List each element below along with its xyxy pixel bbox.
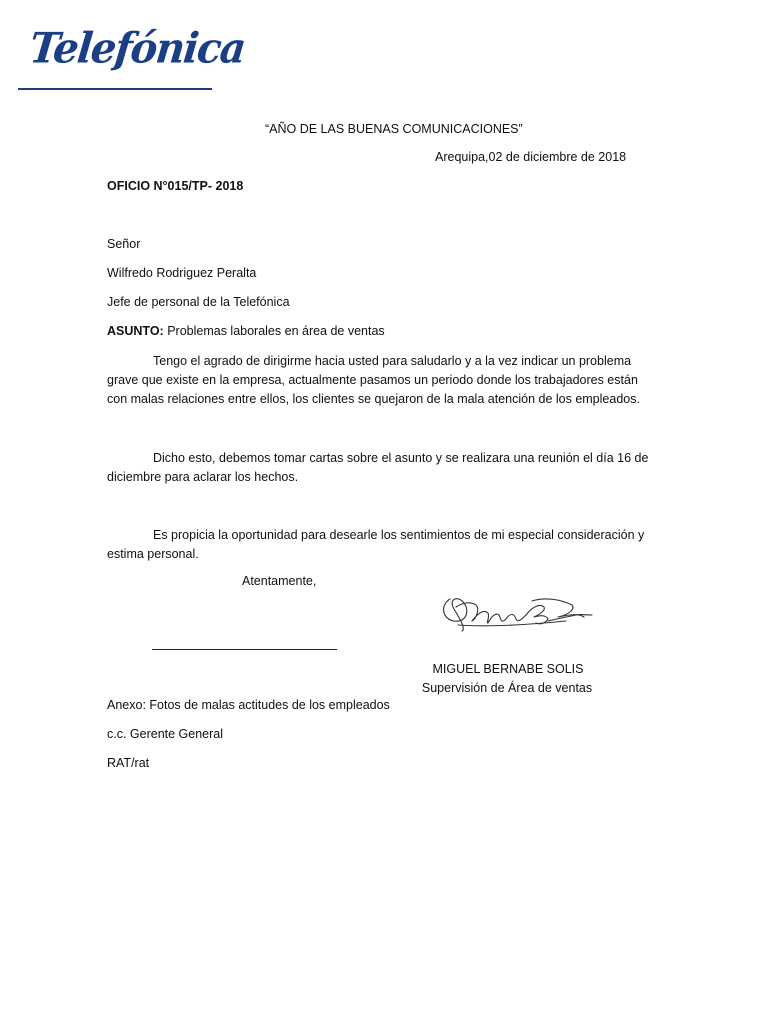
company-logo <box>18 16 248 94</box>
subject-label: ASUNTO: <box>107 324 164 338</box>
motto: “AÑO DE LAS BUENAS COMUNICACIONES” <box>265 122 523 136</box>
handwritten-signature <box>436 585 608 637</box>
farewell: Atentamente, <box>242 574 317 588</box>
signer-title: Supervisión de Área de ventas <box>421 681 593 695</box>
salutation: Señor <box>107 237 141 251</box>
recipient-name: Wilfredo Rodriguez Peralta <box>107 266 257 280</box>
logo-wordmark: Telefónica <box>27 23 248 74</box>
reference-initials: RAT/rat <box>107 756 150 770</box>
recipient-position: Jefe de personal de la Telefónica <box>107 295 290 309</box>
place-date: Arequipa,02 de diciembre de 2018 <box>435 150 627 164</box>
signature-line <box>152 649 337 650</box>
subject-line <box>107 324 385 338</box>
document-reference: OFICIO N°015/TP- 2018 <box>107 179 244 193</box>
body-paragraph-2: Dicho esto, debemos tomar cartas sobre el asunto y se realizara una reunión el día 16 de diciembre para aclarar los hechos. <box>107 451 649 484</box>
signer-name: MIGUEL BERNABE SOLIS <box>432 662 584 676</box>
subject-text: Problemas laborales en área de ventas <box>163 324 385 338</box>
annex-note: Anexo: Fotos de malas actitudes de los empleados <box>107 698 390 712</box>
body-paragraph-3: Es propicia la oportunidad para desearle los sentimientos de mi especial consideración y estima personal. <box>107 528 645 561</box>
logo-underline <box>18 88 212 90</box>
body-paragraph-1: Tengo el agrado de dirigirme hacia usted para saludarlo y a la vez indicar un problema grave que existe en la empresa, actualmente pasamos un periodo donde los trabajadores están con malas relaciones entre ellos, los clientes se quejaron de la mala atención de los empleados. <box>107 354 640 406</box>
copy-to-note: c.c. Gerente General <box>107 727 224 741</box>
